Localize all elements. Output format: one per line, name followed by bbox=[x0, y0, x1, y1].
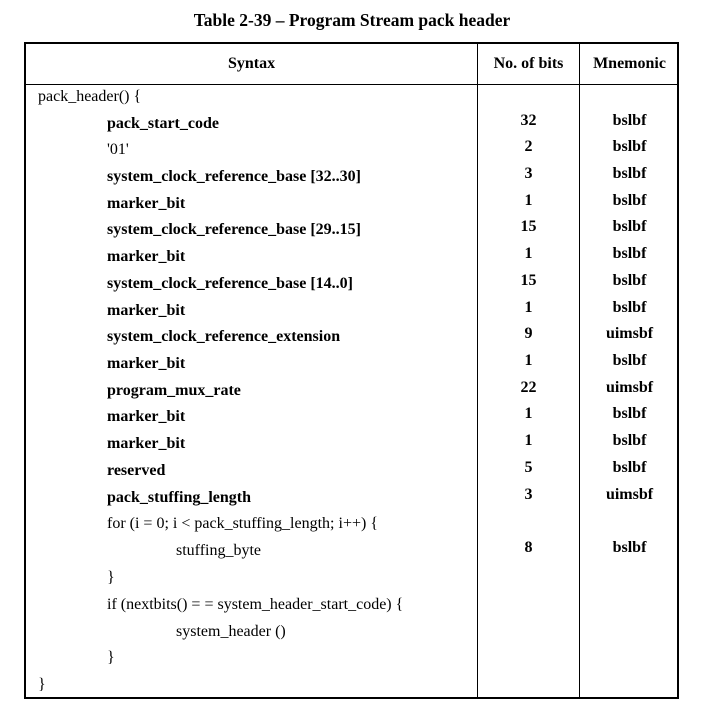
syntax-cell: marker_bit bbox=[107, 248, 186, 265]
mnemonic-cell: bslbf bbox=[612, 165, 647, 182]
mnemonic-cell: uimsbf bbox=[605, 325, 654, 342]
mnemonic-cell: bslbf bbox=[612, 192, 647, 209]
mnemonic-cell: bslbf bbox=[612, 218, 647, 235]
syntax-cell: } bbox=[38, 676, 46, 693]
bits-cell: 2 bbox=[524, 138, 533, 155]
syntax-cell: stuffing_byte bbox=[176, 542, 262, 559]
column-header-mnemonic: Mnemonic bbox=[593, 55, 666, 72]
mnemonic-cell: bslbf bbox=[612, 432, 647, 449]
mnemonic-cell: uimsbf bbox=[605, 486, 654, 503]
syntax-cell: } bbox=[107, 569, 115, 586]
bits-cell: 1 bbox=[524, 245, 533, 262]
bits-cell: 9 bbox=[524, 325, 533, 342]
table-row bbox=[26, 433, 677, 455]
syntax-cell: marker_bit bbox=[107, 408, 186, 425]
bits-cell: 1 bbox=[524, 192, 533, 209]
table-row bbox=[26, 193, 677, 215]
bits-cell: 8 bbox=[524, 539, 533, 556]
table-row bbox=[26, 621, 677, 643]
bits-cell: 3 bbox=[524, 486, 533, 503]
table-row bbox=[26, 513, 677, 535]
table-row bbox=[26, 460, 677, 482]
bits-cell: 22 bbox=[520, 379, 537, 396]
mnemonic-cell: bslbf bbox=[612, 245, 647, 262]
bits-cell: 15 bbox=[520, 218, 537, 235]
table-row bbox=[26, 674, 677, 696]
syntax-cell: pack_header() { bbox=[38, 88, 142, 105]
table-row bbox=[26, 246, 677, 268]
syntax-cell: pack_start_code bbox=[107, 115, 219, 132]
mnemonic-cell: bslbf bbox=[612, 405, 647, 422]
table-row bbox=[26, 380, 677, 402]
mnemonic-cell: uimsbf bbox=[605, 379, 654, 396]
bits-cell: 1 bbox=[524, 299, 533, 316]
syntax-cell: for (i = 0; i < pack_stuffing_length; i++) { bbox=[107, 515, 378, 532]
syntax-cell: if (nextbits() = = system_header_start_code) { bbox=[107, 596, 404, 613]
pack-header-table bbox=[24, 42, 679, 699]
table-row bbox=[26, 647, 677, 669]
table-row bbox=[26, 166, 677, 188]
mnemonic-cell: bslbf bbox=[612, 272, 647, 289]
mnemonic-cell: bslbf bbox=[612, 539, 647, 556]
mnemonic-cell: bslbf bbox=[612, 299, 647, 316]
table-row bbox=[26, 86, 677, 108]
table-row bbox=[26, 273, 677, 295]
table-row bbox=[26, 567, 677, 589]
table-row bbox=[26, 540, 677, 562]
table-row bbox=[26, 300, 677, 322]
syntax-cell: marker_bit bbox=[107, 435, 186, 452]
syntax-cell: marker_bit bbox=[107, 195, 186, 212]
column-header-syntax: Syntax bbox=[227, 55, 276, 72]
bits-cell: 1 bbox=[524, 352, 533, 369]
column-header-bits: No. of bits bbox=[493, 55, 564, 72]
syntax-cell: system_clock_reference_base [29..15] bbox=[107, 221, 361, 238]
syntax-cell: program_mux_rate bbox=[107, 382, 241, 399]
syntax-cell: marker_bit bbox=[107, 355, 186, 372]
mnemonic-cell: bslbf bbox=[612, 352, 647, 369]
table-row bbox=[26, 219, 677, 241]
bits-cell: 32 bbox=[520, 112, 537, 129]
table-row bbox=[26, 406, 677, 428]
syntax-cell: pack_stuffing_length bbox=[107, 489, 252, 506]
syntax-cell: system_clock_reference_base [32..30] bbox=[107, 168, 361, 185]
bits-cell: 3 bbox=[524, 165, 533, 182]
bits-cell: 1 bbox=[524, 405, 533, 422]
syntax-cell: marker_bit bbox=[107, 302, 186, 319]
table-caption: Table 2-39 – Program Stream pack header bbox=[193, 10, 511, 30]
mnemonic-cell: bslbf bbox=[612, 138, 647, 155]
header-divider bbox=[26, 84, 677, 85]
bits-cell: 15 bbox=[520, 272, 537, 289]
mnemonic-cell: bslbf bbox=[612, 112, 647, 129]
bits-cell: 1 bbox=[524, 432, 533, 449]
table-row bbox=[26, 326, 677, 348]
syntax-cell: reserved bbox=[107, 462, 166, 479]
table-row bbox=[26, 139, 677, 161]
table-row bbox=[26, 594, 677, 616]
syntax-cell: '01' bbox=[107, 141, 129, 158]
bits-cell: 5 bbox=[524, 459, 533, 476]
table-row bbox=[26, 113, 677, 135]
syntax-cell: system_header () bbox=[176, 623, 286, 640]
table-row bbox=[26, 353, 677, 375]
syntax-cell: } bbox=[107, 649, 115, 666]
syntax-cell: system_clock_reference_base [14..0] bbox=[107, 275, 353, 292]
table-row bbox=[26, 487, 677, 509]
mnemonic-cell: bslbf bbox=[612, 459, 647, 476]
syntax-cell: system_clock_reference_extension bbox=[107, 328, 341, 345]
